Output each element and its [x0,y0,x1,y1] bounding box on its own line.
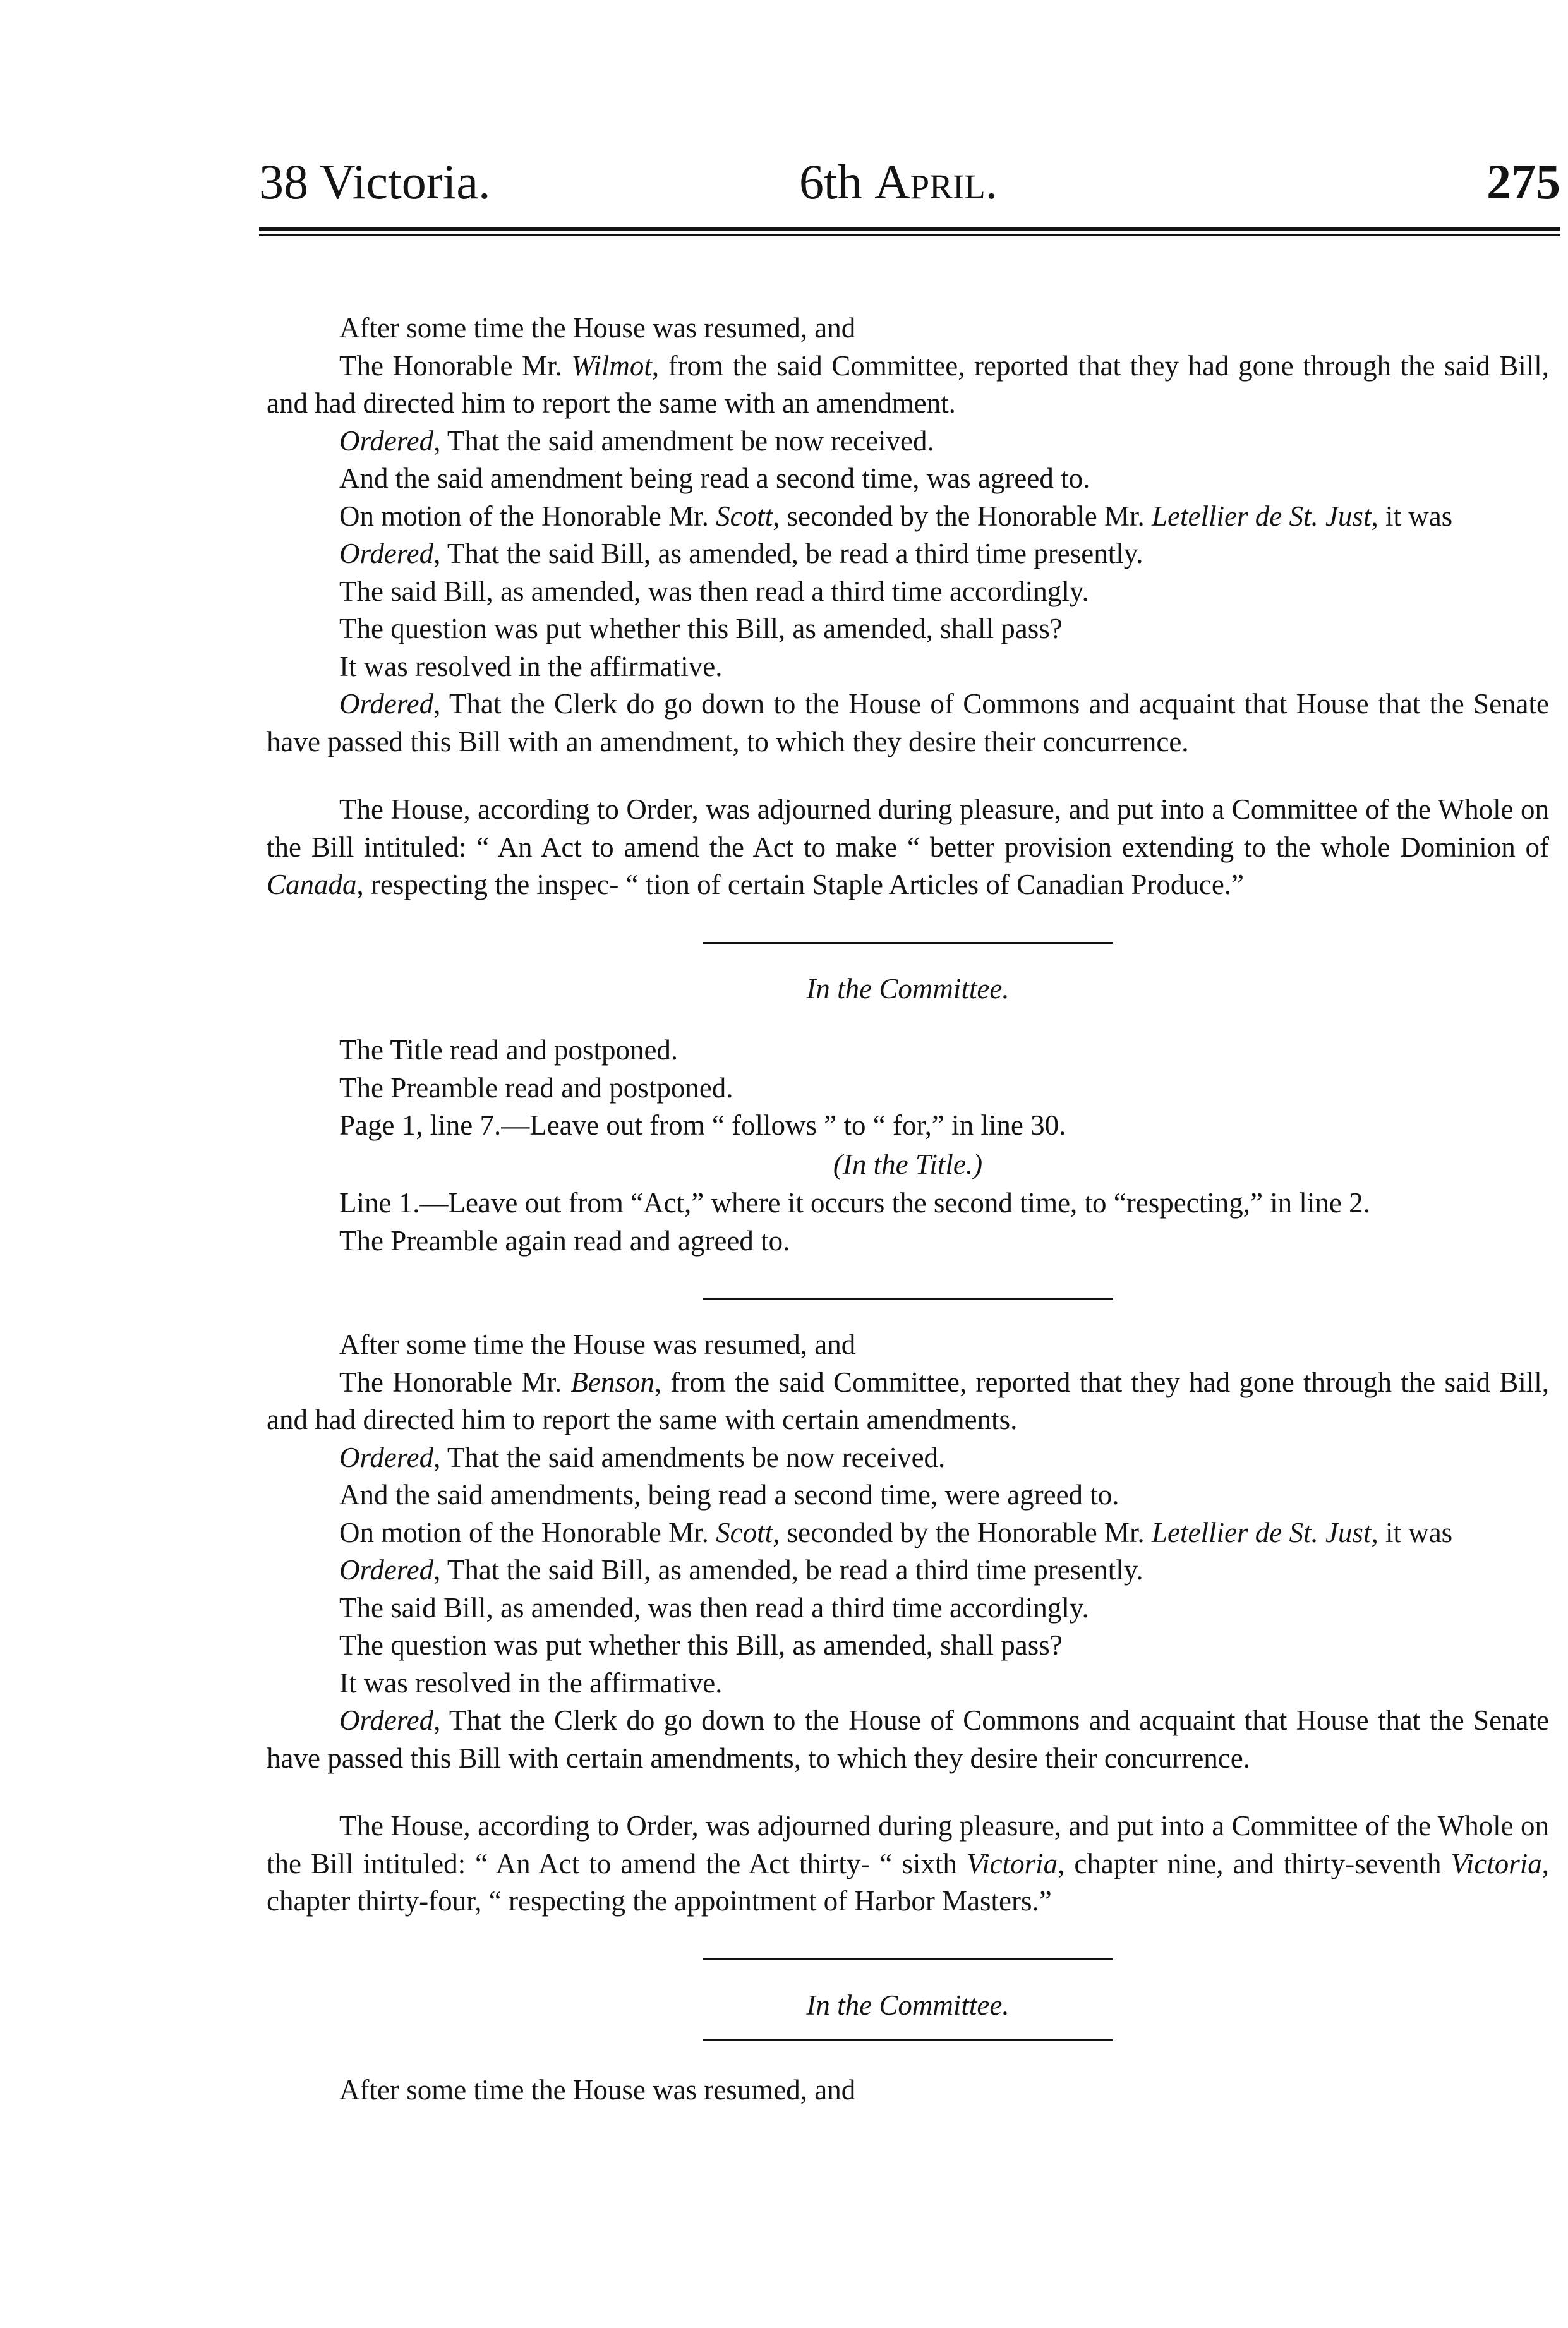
page-header [259,150,1560,239]
section-rule [703,942,1113,944]
paragraph: The Preamble again read and agreed to. [339,1224,790,1257]
running-head-date: 6th April. [799,154,998,209]
section-rule [703,1958,1113,1960]
header-double-rule [259,227,1560,236]
ordered-label: Ordered [339,1704,434,1736]
section-rule [703,2039,1113,2041]
member-name: Letellier de St. Just [1152,500,1372,532]
paragraph: The Honorable Mr. Wilmot, from the said Committee, reported that they had gone through the said Bill, and had directed him to report the same with an amendment. [267,349,1549,419]
paragraph: Page 1, line 7.—Leave out from “ follows ” to “ for,” in line 30. [339,1109,1066,1141]
ordered-label: Ordered [339,1554,434,1586]
member-name: Scott [716,1516,773,1548]
paragraph: The question was put whether this Bill, as amended, shall pass? [339,613,1063,644]
paragraph: The question was put whether this Bill, as amended, shall pass? [339,1629,1063,1661]
paragraph: On motion of the Honorable Mr. Scott, seconded by the Honorable Mr. Letellier de St. Just, it was [339,500,1453,532]
journal-body [267,310,1549,2109]
paragraph: It was resolved in the affirmative. [339,650,723,682]
ordered-label: Ordered [339,1441,434,1473]
paragraph: Ordered, That the said Bill, as amended, be read a third time presently. [339,1554,1143,1586]
member-name: Wilmot [571,349,652,382]
committee-heading: In the Committee. [806,1989,1010,2021]
paragraph: The said Bill, as amended, was then read a third time accordingly. [339,575,1089,607]
paragraph: The Title read and postponed. [339,1034,678,1066]
paragraph: The Preamble read and postponed. [339,1071,733,1104]
paragraph: The Honorable Mr. Benson, from the said Committee, reported that they had gone through the said Bill, and had directed him to report the same with certain amendments. [267,1366,1549,1435]
running-head-month: April. [874,154,998,209]
member-name: Benson [570,1366,654,1398]
committee-heading: In the Committee. [806,972,1010,1004]
paragraph: Ordered, That the Clerk do go down to the House of Commons and acquaint that House that the Senate have passed this Bill with an amendment, to which they desire their concurrence. [267,688,1549,757]
paragraph: It was resolved in the affirmative. [339,1667,723,1699]
ordered-label: Ordered [339,425,434,457]
running-head-session: 38 Victoria. [259,154,491,209]
place-name: Victoria [1450,1847,1542,1879]
paragraph: Line 1.—Leave out from “Act,” where it occurs the second time, to “respecting,” in line 2. [339,1187,1370,1219]
paragraph: Ordered, That the said amendment be now received. [339,425,934,457]
section-rule [703,1298,1113,1300]
paragraph: Ordered, That the said Bill, as amended, be read a third time presently. [339,538,1143,569]
paragraph: Ordered, That the said amendments be now received. [339,1441,946,1473]
page-number: 275 [1487,154,1560,209]
paragraph: On motion of the Honorable Mr. Scott, seconded by the Honorable Mr. Letellier de St. Just, it was [339,1516,1453,1548]
paragraph: And the said amendment being read a second time, was agreed to. [339,462,1090,494]
place-name: Canada [267,869,357,900]
in-title-heading: (In the Title.) [833,1148,983,1180]
paragraph: After some time the House was resumed, and [339,312,856,344]
member-name: Scott [716,500,773,532]
place-name: Victoria [966,1847,1058,1879]
paragraph: The House, according to Order, was adjourned during pleasure, and put into a Committee of the Whole on the Bill intituled: “ An Act to amend the Act thirty- “ sixth Victoria, chapter nine, and thirty-seventh Victoria, chapter thirty-four, “ respecting the appointment of Harbor Masters.” [267,1810,1549,1917]
paragraph: After some time the House was resumed, and [339,2074,856,2106]
paragraph: And the said amendments, being read a second time, were agreed to. [339,1479,1119,1511]
ordered-label: Ordered [339,688,434,720]
ordered-label: Ordered [339,538,434,569]
paragraph: Ordered, That the Clerk do go down to the House of Commons and acquaint that House that the Senate have passed this Bill with certain amendments, to which they desire their concurrence. [267,1704,1549,1774]
paragraph: The said Bill, as amended, was then read a third time accordingly. [339,1591,1089,1624]
paragraph: After some time the House was resumed, and [339,1329,856,1360]
paragraph: The House, according to Order, was adjourned during pleasure, and put into a Committee of the Whole on the Bill intituled: “ An Act to amend the Act to make “ better provision extending to the whole Dominion of Canada, respecting the inspec- “ tion of certain Staple Articles of Canadian Produce.” [267,793,1549,900]
member-name: Letellier de St. Just [1152,1516,1372,1548]
